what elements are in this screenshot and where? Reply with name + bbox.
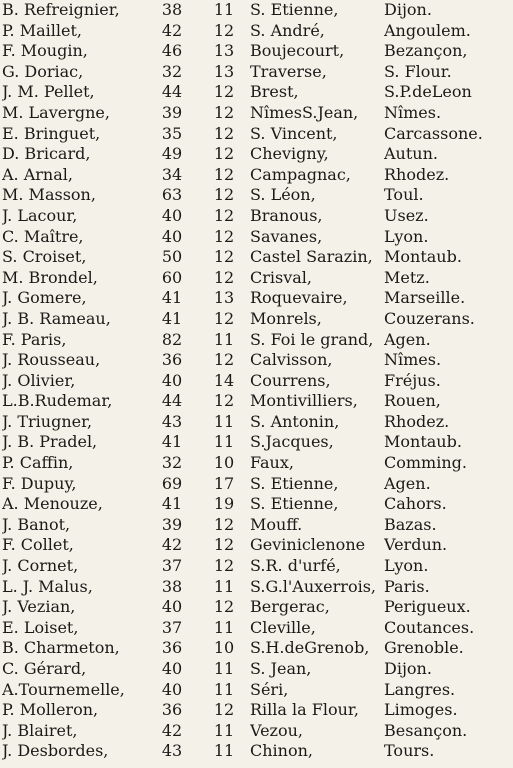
- count-value: 12: [213, 20, 235, 40]
- age-value: 41: [161, 432, 183, 452]
- parish-name: Traverse,: [250, 61, 327, 81]
- parish-name: Calvisson,: [250, 350, 333, 370]
- age-value: 63: [161, 185, 183, 205]
- table-row: [0, 474, 513, 495]
- count-value: 11: [213, 659, 235, 678]
- diocese-name: Montaub.: [384, 247, 462, 267]
- diocese-name: Langres.: [384, 679, 456, 699]
- diocese-name: Tours.: [384, 741, 435, 761]
- diocese-name: Fréjus.: [384, 370, 441, 390]
- count-value: 12: [213, 164, 235, 184]
- person-name: M. Brondel,: [2, 267, 98, 287]
- table-row: [0, 371, 513, 392]
- age-value: 40: [161, 679, 183, 699]
- person-name: B. Refreignier,: [2, 0, 120, 19]
- diocese-name: Couzerans.: [384, 308, 475, 328]
- parish-name: Branous,: [250, 205, 323, 225]
- person-name: F. Mougin,: [2, 41, 88, 61]
- person-name: J. Cornet,: [2, 556, 79, 576]
- diocese-name: Autun.: [384, 144, 438, 164]
- person-name: F. Dupuy,: [2, 473, 77, 493]
- diocese-name: Nîmes.: [384, 102, 442, 122]
- count-value: 19: [213, 494, 235, 514]
- age-value: 42: [161, 720, 183, 740]
- diocese-name: Carcassone.: [384, 123, 483, 143]
- table-row: [0, 412, 513, 433]
- count-value: 12: [213, 350, 235, 370]
- person-name: J. Rousseau,: [2, 350, 101, 370]
- parish-name: Brest,: [250, 82, 299, 102]
- diocese-name: Agen.: [384, 473, 431, 493]
- table-row: [0, 144, 513, 165]
- table-row: [0, 247, 513, 268]
- count-value: 11: [213, 411, 235, 431]
- table-row: [0, 227, 513, 248]
- table-row: [0, 618, 513, 639]
- count-value: 11: [213, 329, 235, 349]
- age-value: 40: [161, 226, 183, 246]
- parish-name: Boujecourt,: [250, 41, 345, 61]
- age-value: 69: [161, 473, 183, 493]
- count-value: 10: [213, 638, 235, 658]
- age-value: 44: [161, 391, 183, 411]
- person-name: G. Doriac,: [2, 61, 84, 81]
- count-value: 11: [213, 432, 235, 452]
- person-name: P. Molleron,: [2, 700, 99, 720]
- table-row: [0, 165, 513, 186]
- person-name: J. Olivier,: [2, 370, 76, 390]
- diocese-name: Lyon.: [384, 556, 429, 576]
- count-value: 11: [213, 741, 235, 761]
- person-name: J. Triugner,: [2, 411, 93, 431]
- parish-name: S. Etienne,: [250, 494, 339, 514]
- age-value: 36: [161, 638, 183, 658]
- person-name: J. Desbordes,: [2, 741, 109, 761]
- parish-name: S. Etienne,: [250, 473, 339, 493]
- table-row: [0, 535, 513, 556]
- parish-name: Rilla la Flour,: [250, 700, 359, 720]
- person-name: L.B.Rudemar,: [2, 391, 113, 411]
- table-row: [0, 350, 513, 371]
- parish-name: S. Vincent,: [250, 123, 338, 143]
- count-value: 12: [213, 226, 235, 246]
- count-value: 11: [213, 0, 235, 19]
- count-value: 12: [213, 391, 235, 411]
- table-row: [0, 391, 513, 412]
- parish-name: NîmesS.Jean,: [250, 102, 359, 122]
- count-value: 12: [213, 535, 235, 555]
- person-name: B. Charmeton,: [2, 638, 120, 658]
- diocese-name: Grenoble.: [384, 638, 464, 658]
- diocese-name: Limoges.: [384, 700, 458, 720]
- parish-name: S. André,: [250, 20, 325, 40]
- table-row: [0, 577, 513, 598]
- parish-name: Séri,: [250, 679, 289, 699]
- person-name: J. B. Pradel,: [2, 432, 98, 452]
- diocese-name: S. Flour.: [384, 61, 452, 81]
- table-row: [0, 494, 513, 515]
- age-value: 32: [161, 453, 183, 473]
- age-value: 46: [161, 41, 183, 61]
- age-value: 39: [161, 102, 183, 122]
- count-value: 11: [213, 679, 235, 699]
- table-row: [0, 124, 513, 145]
- count-value: 12: [213, 205, 235, 225]
- person-name: J. Banot,: [2, 514, 71, 534]
- table-row: [0, 741, 513, 762]
- diocese-name: Paris.: [384, 576, 430, 596]
- person-name: M. Masson,: [2, 185, 96, 205]
- table-row: [0, 62, 513, 83]
- parish-name: Geviniclenone: [250, 535, 366, 555]
- age-value: 36: [161, 350, 183, 370]
- age-value: 34: [161, 164, 183, 184]
- age-value: 42: [161, 535, 183, 555]
- parish-name: S. Jean,: [250, 659, 312, 678]
- age-value: 41: [161, 308, 183, 328]
- count-value: 14: [213, 370, 235, 390]
- age-value: 40: [161, 370, 183, 390]
- age-value: 38: [161, 0, 183, 19]
- count-value: 11: [213, 720, 235, 740]
- parish-name: S. Antonin,: [250, 411, 340, 431]
- diocese-name: Coutances.: [384, 617, 475, 637]
- table-row: [0, 268, 513, 289]
- person-name: A. Menouze,: [2, 494, 103, 514]
- table-row: [0, 41, 513, 62]
- diocese-name: S.P.deLeon: [384, 82, 472, 102]
- diocese-name: Bazas.: [384, 514, 437, 534]
- count-value: 13: [213, 288, 235, 308]
- table-row: [0, 288, 513, 309]
- age-value: 82: [161, 329, 183, 349]
- table-row: [0, 515, 513, 536]
- table-row: [0, 0, 513, 21]
- diocese-name: Rhodez.: [384, 411, 450, 431]
- person-name: J. M. Pellet,: [2, 82, 95, 102]
- parish-name: Montivilliers,: [250, 391, 358, 411]
- person-name: D. Bricard,: [2, 144, 91, 164]
- diocese-name: Perigueux.: [384, 597, 471, 617]
- table-row: [0, 206, 513, 227]
- diocese-name: Cahors.: [384, 494, 447, 514]
- diocese-name: Agen.: [384, 329, 431, 349]
- count-value: 12: [213, 700, 235, 720]
- person-name: P. Maillet,: [2, 20, 82, 40]
- age-value: 37: [161, 617, 183, 637]
- count-value: 11: [213, 576, 235, 596]
- age-value: 40: [161, 205, 183, 225]
- age-value: 50: [161, 247, 183, 267]
- parish-name: Campagnac,: [250, 164, 351, 184]
- diocese-name: Nîmes.: [384, 350, 442, 370]
- parish-name: Bergerac,: [250, 597, 330, 617]
- parish-name: Mouff.: [250, 514, 303, 534]
- count-value: 12: [213, 123, 235, 143]
- parish-name: S.R. d'urfé,: [250, 556, 341, 576]
- table-row: [0, 103, 513, 124]
- age-value: 35: [161, 123, 183, 143]
- person-name: E. Loiset,: [2, 617, 79, 637]
- table-row: [0, 21, 513, 42]
- parish-name: Chinon,: [250, 741, 313, 761]
- person-name: C. Gérard,: [2, 659, 87, 678]
- diocese-name: Angoulem.: [384, 20, 471, 40]
- person-name: J. B. Rameau,: [2, 308, 111, 328]
- age-value: 39: [161, 514, 183, 534]
- parish-name: Roquevaire,: [250, 288, 348, 308]
- count-value: 12: [213, 185, 235, 205]
- person-name: J. Gomere,: [2, 288, 87, 308]
- diocese-name: Dijon.: [384, 659, 432, 678]
- parish-name: Monrels,: [250, 308, 322, 328]
- count-value: 12: [213, 308, 235, 328]
- parish-name: Cleville,: [250, 617, 316, 637]
- parish-name: S. Foi le grand,: [250, 329, 374, 349]
- table-row: [0, 453, 513, 474]
- parish-name: S.H.deGrenob,: [250, 638, 370, 658]
- table-row: [0, 185, 513, 206]
- count-value: 12: [213, 82, 235, 102]
- count-value: 13: [213, 61, 235, 81]
- age-value: 40: [161, 597, 183, 617]
- age-value: 49: [161, 144, 183, 164]
- table-row: [0, 721, 513, 742]
- diocese-name: Rouen,: [384, 391, 441, 411]
- person-name: A. Arnal,: [2, 164, 73, 184]
- person-name: M. Lavergne,: [2, 102, 110, 122]
- parish-name: Savanes,: [250, 226, 323, 246]
- count-value: 10: [213, 453, 235, 473]
- age-value: 37: [161, 556, 183, 576]
- person-name: J. Blairet,: [2, 720, 78, 740]
- diocese-name: Bezançon,: [384, 41, 468, 61]
- count-value: 11: [213, 617, 235, 637]
- person-name: E. Bringuet,: [2, 123, 101, 143]
- age-value: 32: [161, 61, 183, 81]
- age-value: 43: [161, 741, 183, 761]
- table-row: [0, 556, 513, 577]
- age-value: 42: [161, 20, 183, 40]
- parish-name: Faux,: [250, 453, 294, 473]
- table-row: [0, 330, 513, 351]
- parish-name: S.Jacques,: [250, 432, 334, 452]
- table-row: [0, 680, 513, 701]
- diocese-name: Usez.: [384, 205, 429, 225]
- count-value: 12: [213, 514, 235, 534]
- count-value: 17: [213, 473, 235, 493]
- diocese-name: Comming.: [384, 453, 467, 473]
- table-row: [0, 638, 513, 659]
- age-value: 44: [161, 82, 183, 102]
- count-value: 12: [213, 267, 235, 287]
- person-name: J. Lacour,: [2, 205, 78, 225]
- person-name: S. Croiset,: [2, 247, 87, 267]
- diocese-name: Montaub.: [384, 432, 462, 452]
- diocese-name: Besançon.: [384, 720, 468, 740]
- person-name: C. Maître,: [2, 226, 84, 246]
- person-name: J. Vezian,: [2, 597, 76, 617]
- diocese-name: Rhodez.: [384, 164, 450, 184]
- count-value: 13: [213, 41, 235, 61]
- person-name: F. Collet,: [2, 535, 74, 555]
- diocese-name: Toul.: [384, 185, 424, 205]
- age-value: 41: [161, 288, 183, 308]
- age-value: 36: [161, 700, 183, 720]
- parish-name: S. Etienne,: [250, 0, 339, 19]
- parish-name: S.G.l'Auxerrois,: [250, 576, 376, 596]
- age-value: 40: [161, 659, 183, 678]
- diocese-name: Marseille.: [384, 288, 466, 308]
- age-value: 43: [161, 411, 183, 431]
- diocese-name: Lyon.: [384, 226, 429, 246]
- parish-name: Chevigny,: [250, 144, 329, 164]
- diocese-name: Dijon.: [384, 0, 432, 19]
- count-value: 12: [213, 144, 235, 164]
- parish-name: Courrens,: [250, 370, 331, 390]
- count-value: 12: [213, 247, 235, 267]
- table-row: [0, 309, 513, 330]
- person-name: L. J. Malus,: [2, 576, 93, 596]
- person-name: P. Caffin,: [2, 453, 74, 473]
- parish-name: Crisval,: [250, 267, 312, 287]
- parish-name: Vezou,: [250, 720, 304, 740]
- table-row: [0, 659, 513, 680]
- age-value: 60: [161, 267, 183, 287]
- parish-name: Castel Sarazin,: [250, 247, 373, 267]
- count-value: 12: [213, 102, 235, 122]
- table-row: [0, 432, 513, 453]
- count-value: 12: [213, 556, 235, 576]
- table-row: [0, 700, 513, 721]
- diocese-name: Metz.: [384, 267, 430, 287]
- person-name: F. Paris,: [2, 329, 67, 349]
- age-value: 38: [161, 576, 183, 596]
- parish-name: S. Léon,: [250, 185, 316, 205]
- table-row: [0, 82, 513, 103]
- diocese-name: Verdun.: [384, 535, 448, 555]
- age-value: 41: [161, 494, 183, 514]
- table-row: [0, 597, 513, 618]
- count-value: 12: [213, 597, 235, 617]
- person-name: A.Tournemelle,: [2, 679, 125, 699]
